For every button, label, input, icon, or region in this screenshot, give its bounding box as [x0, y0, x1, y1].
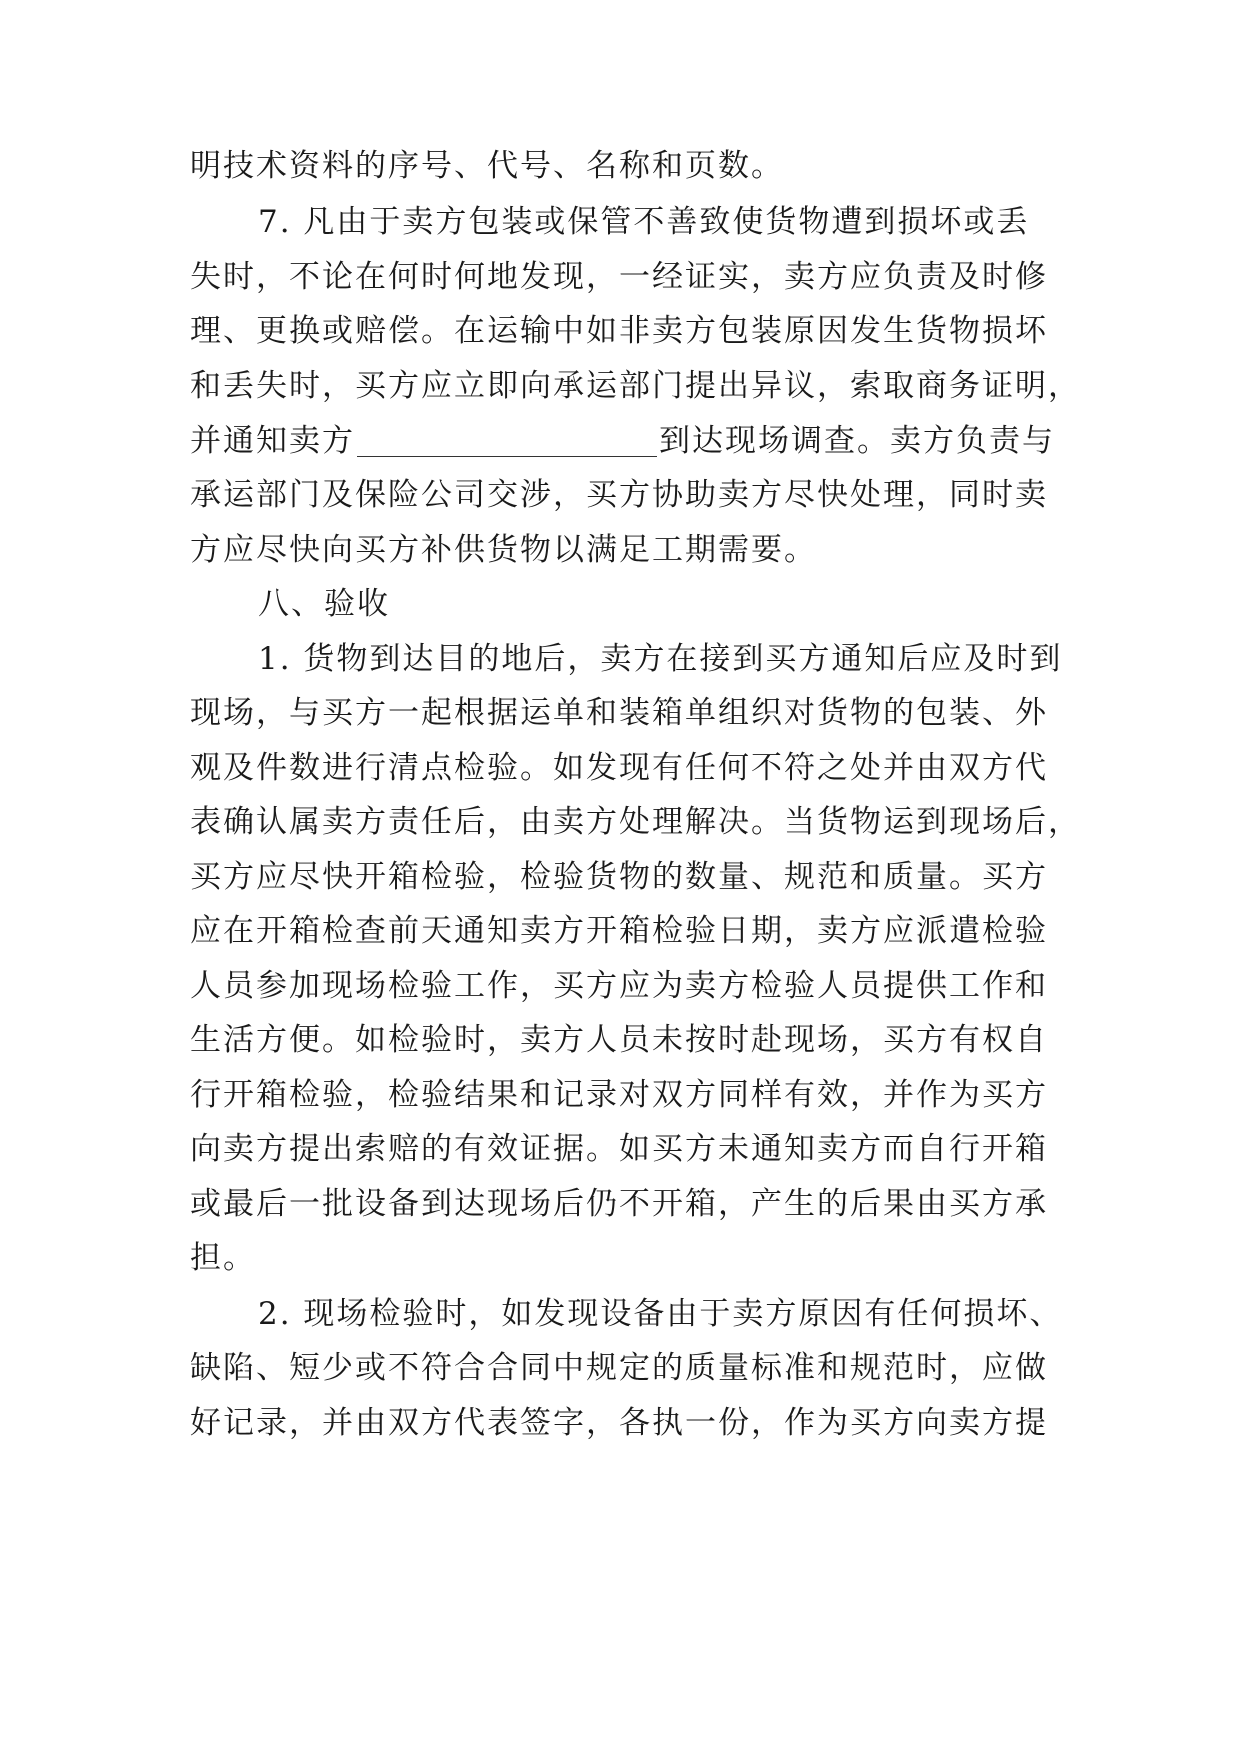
- paragraph-1-start: 1. 货物到达目的地后，卖方在接到买方通知后应及时到: [258, 641, 1063, 677]
- text-line: 和丢失时，买方应立即向承运部门提出异议，索取商务证明，: [190, 368, 1081, 404]
- text-line-with-blank: [190, 421, 1070, 461]
- text-line: 方应尽快向买方补供货物以满足工期需要。: [190, 532, 817, 568]
- text-line: 现场，与买方一起根据运单和装箱单组织对货物的包装、外: [190, 695, 1048, 731]
- paragraph-2-start: 2. 现场检验时，如发现设备由于卖方原因有任何损坏、: [258, 1296, 1063, 1332]
- text-line: 担。: [190, 1240, 256, 1276]
- text-line: 买方应尽快开箱检验，检验货物的数量、规范和质量。买方: [190, 859, 1048, 895]
- text-line: 行开箱检验，检验结果和记录对双方同样有效，并作为买方: [190, 1077, 1048, 1113]
- text-line: 应在开箱检查前天通知卖方开箱检验日期，卖方应派遣检验: [190, 913, 1048, 949]
- section-heading: 八、验收: [258, 586, 390, 622]
- text-line: 生活方便。如检验时，卖方人员未按时赴现场，买方有权自: [190, 1022, 1048, 1058]
- fill-in-blank[interactable]: [357, 426, 657, 457]
- paragraph-7-start: 7. 凡由于卖方包装或保管不善致使货物遭到损坏或丢: [258, 204, 1030, 240]
- text-line: 或最后一批设备到达现场后仍不开箱，产生的后果由买方承: [190, 1186, 1048, 1222]
- text-line: 明技术资料的序号、代号、名称和页数。: [190, 148, 784, 184]
- text-segment: 并通知卖方: [190, 423, 355, 459]
- text-line: 向卖方提出索赔的有效证据。如买方未通知卖方而自行开箱: [190, 1131, 1048, 1167]
- text-line: 缺陷、短少或不符合合同中规定的质量标准和规范时，应做: [190, 1350, 1048, 1386]
- text-line: 表确认属卖方责任后，由卖方处理解决。当货物运到现场后，: [190, 804, 1081, 840]
- text-line: 理、更换或赔偿。在运输中如非卖方包装原因发生货物损坏: [190, 313, 1048, 349]
- text-line: 好记录，并由双方代表签字，各执一份，作为买方向卖方提: [190, 1405, 1048, 1441]
- text-line: 失时，不论在何时何地发现，一经证实，卖方应负责及时修: [190, 259, 1048, 295]
- text-line: 观及件数进行清点检验。如发现有任何不符之处并由双方代: [190, 750, 1048, 786]
- text-line: 人员参加现场检验工作，买方应为卖方检验人员提供工作和: [190, 968, 1048, 1004]
- text-segment: 到达现场调查。卖方负责与: [659, 423, 1055, 459]
- text-line: 承运部门及保险公司交涉，买方协助卖方尽快处理，同时卖: [190, 477, 1048, 513]
